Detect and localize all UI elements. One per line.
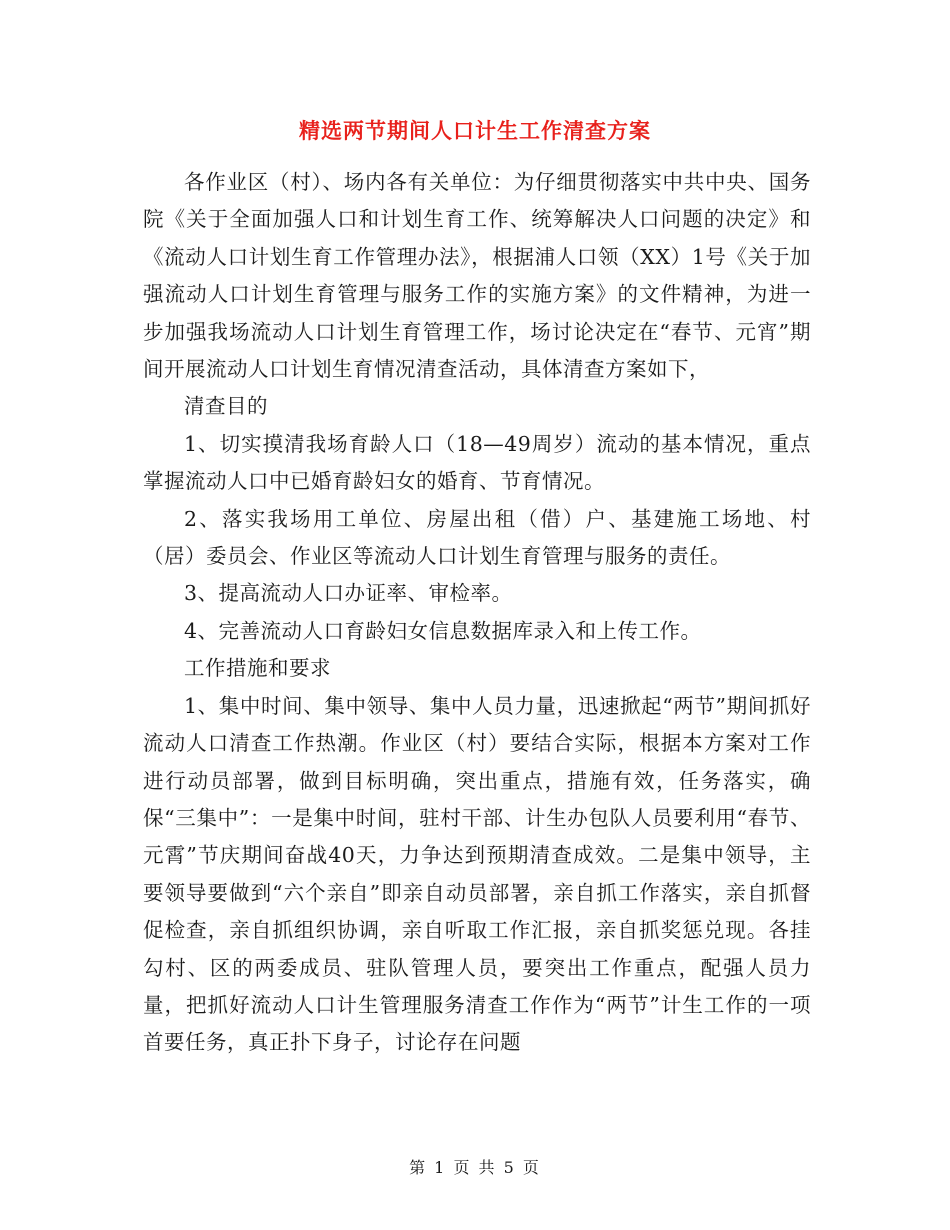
purpose-item-4: 4、完善流动人口育龄妇女信息数据库录入和上传工作。 [184, 618, 702, 643]
purpose-item-3: 3、提高流动人口办证率、审检率。 [184, 581, 513, 606]
purpose-item-2: 2、落实我场用工单位、房屋出租（借）户、基建施工场地、村（居）委员会、作业区等流动人口计划生育管理与服务的责任。 [143, 506, 811, 569]
intro-paragraph: 各作业区（村）、场内各有关单位：为仔细贯彻落实中共中央、国务院《关于全面加强人口和计划生育工作、统筹解决人口问题的决定》和《流动人口计划生育工作管理办法》，根据浦人口领（XX）1号《关于加强流动人口计划生育管理与服务工作的实施方案》的文件精神，为进一步加强我场流动人口计划生育管理工作，场讨论决定在“春节、元宵”期间开展流动人口计划生育情况清查活动，具体清查方案如下， [143, 170, 811, 382]
document-title: 精选两节期间人口计生工作清查方案 [299, 118, 651, 143]
page-footer: 第 1 页 共 5 页 [409, 1158, 541, 1177]
section-heading-purpose: 清查目的 [184, 394, 268, 419]
measures-item-1: 1、集中时间、集中领导、集中人员力量，迅速掀起“两节”期间抓好流动人口清查工作热潮。作业区（村）要结合实际，根据本方案对工作进行动员部署，做到目标明确，突出重点，措施有效，任务落实，确保“三集中”：一是集中时间，驻村干部、计生办包队人员要利用“春节、元霄”节庆期间奋战40天，力争达到预期清查成效。二是集中领导，主要领导要做到“六个亲自”即亲自动员部署，亲自抓工作落实，亲自抓督促检查，亲自抓组织协调，亲自听取工作汇报，亲自抓奖惩兑现。各挂勾村、区的两委成员、驻队管理人员，要突出工作重点，配强人员力量，把抓好流动人口计生管理服务清查工作作为“两节”计生工作的一项首要任务，真正扑下身子，讨论存在问题 [143, 693, 811, 1055]
document-body [143, 164, 811, 1062]
section-heading-measures: 工作措施和要求 [184, 656, 331, 681]
purpose-item-1: 1、切实摸清我场育龄人口（18—49周岁）流动的基本情况，重点掌握流动人口中已婚育龄妇女的婚育、节育情况。 [143, 431, 811, 494]
